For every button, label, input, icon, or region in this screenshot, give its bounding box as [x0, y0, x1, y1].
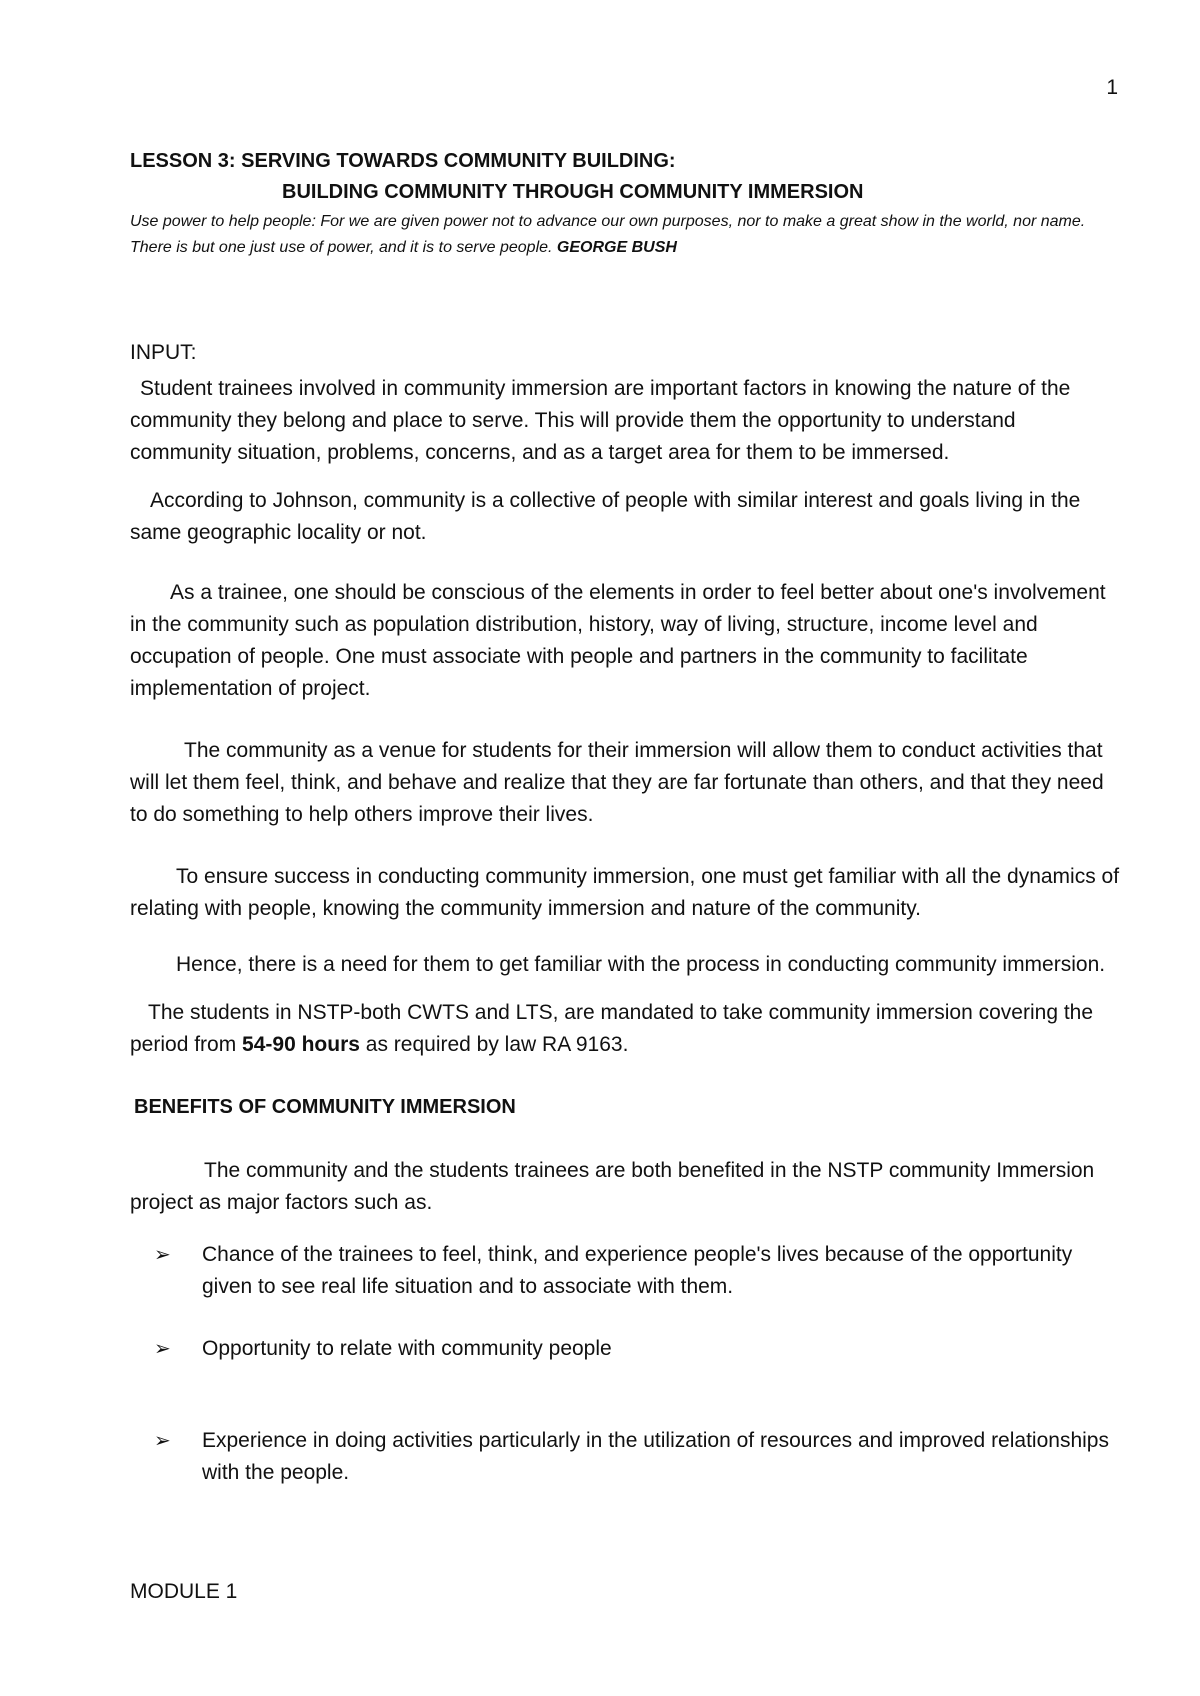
benefits-heading: BENEFITS OF COMMUNITY IMMERSION [134, 1096, 516, 1118]
input-paragraph-3: As a trainee, one should be conscious of the elements in order to feel better about one's involvement in the community such as population distribution, history, way of living, structure, income level and occupation of people. One must associate with people and partners in the community to facilitate implementation of project. [130, 581, 1106, 700]
lesson-title-line2: BUILDING COMMUNITY THROUGH COMMUNITY IMMERSION [282, 181, 864, 203]
p7-hours: 54-90 hours [242, 1033, 360, 1056]
list-item-text: Chance of the trainees to feel, think, and experience people's lives because of the opportunity given to see real life situation and to associate with them. [202, 1243, 1073, 1298]
module-footer: MODULE 1 [130, 1580, 238, 1603]
arrow-bullet-icon: ➢ [154, 1430, 171, 1452]
p7-end: as required by law RA 9163. [359, 1033, 629, 1056]
quote-text: Use power to help people: For we are given power not to advance our own purposes, nor to make a great show in the world, nor name. There is but one just use of power, and it is to serve people. [130, 213, 1086, 256]
arrow-bullet-icon: ➢ [154, 1338, 171, 1360]
input-paragraph-7 [130, 997, 1120, 1061]
quote-author: GEORGE BUSH [556, 239, 677, 256]
input-paragraph-1: Student trainees involved in community immersion are important factors in knowing the nature of the community they belong and place to serve. This will provide them the opportunity to understand community situation, problems, concerns, and as a target area for them to be immersed. [130, 377, 1071, 464]
input-paragraph-6: Hence, there is a need for them to get familiar with the process in conducting community immersion. [176, 953, 1106, 976]
input-paragraph-2: According to Johnson, community is a collective of people with similar interest and goals living in the same geographic locality or not. [130, 489, 1081, 544]
arrow-bullet-icon: ➢ [154, 1244, 171, 1266]
lesson-quote [130, 209, 1120, 261]
input-paragraph-4: The community as a venue for students for their immersion will allow them to conduct activities that will let them feel, think, and behave and realize that they are far fortunate than others, and that they need to do something to help others improve their lives. [130, 739, 1104, 826]
list-item [130, 1425, 1120, 1489]
benefits-intro: The community and the students trainees are both benefited in the NSTP community Immersion project as major factors such as. [130, 1159, 1095, 1214]
p7-start: The students in NSTP-both CWTS and LTS, are mandated to take community immersion covering the period from [130, 1001, 1094, 1056]
input-paragraph-5: To ensure success in conducting community immersion, one must get familiar with all the dynamics of relating with people, knowing the community immersion and nature of the community. [130, 865, 1120, 920]
list-item [130, 1333, 1120, 1365]
page-number: 1 [1106, 76, 1118, 99]
list-item-text: Experience in doing activities particularly in the utilization of resources and improved relationships with the people. [202, 1429, 1109, 1484]
lesson-title-line1: LESSON 3: SERVING TOWARDS COMMUNITY BUILDING: [130, 150, 676, 172]
benefits-list [130, 1239, 1120, 1489]
lesson-title [130, 146, 1120, 208]
page-content [130, 146, 1120, 1489]
input-label: INPUT: [130, 341, 197, 364]
list-item [130, 1239, 1120, 1303]
list-item-text: Opportunity to relate with community people [202, 1337, 612, 1360]
